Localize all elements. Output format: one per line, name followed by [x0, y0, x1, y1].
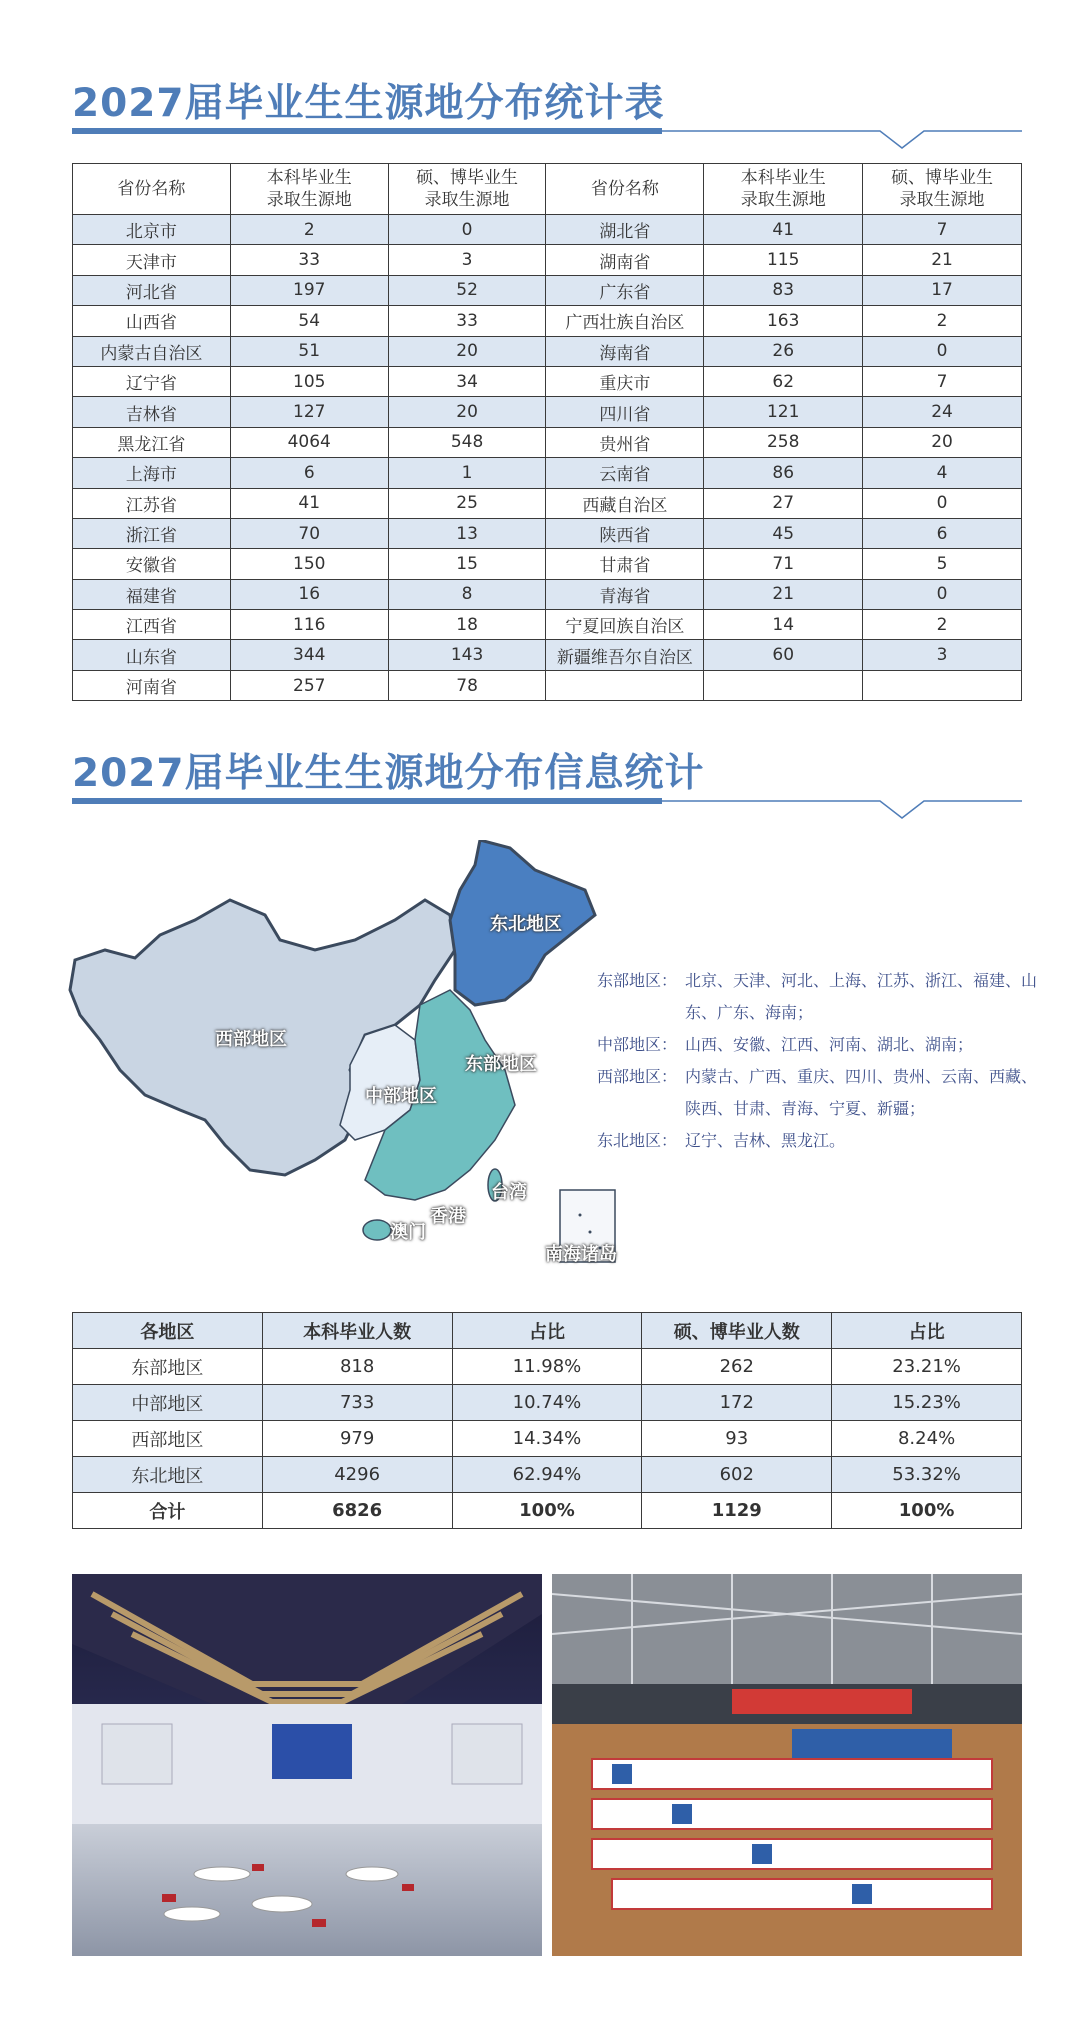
header-province-name: 省份名称 [73, 164, 231, 215]
summary-header-row [73, 1313, 1022, 1349]
table-cell: 41 [704, 215, 863, 245]
table-cell: 344 [230, 640, 388, 670]
summary-cell: 中部地区 [73, 1385, 263, 1421]
table-cell: 54 [230, 306, 388, 336]
map-label-macau: 澳门 [390, 1222, 426, 1243]
table-cell: 7 [863, 215, 1022, 245]
table-cell: 西藏自治区 [546, 488, 704, 518]
table-cell: 18 [388, 610, 546, 640]
summary-header-ratio: 占比 [452, 1313, 642, 1349]
province-table [72, 163, 1022, 701]
legend-value: 山西、安徽、江西、河南、湖北、湖南； [685, 1035, 974, 1054]
legend-key: 西部地区： [597, 1067, 678, 1086]
table-cell: 北京市 [73, 215, 231, 245]
table-cell [546, 670, 704, 700]
header-postgrad-2: 硕、博毕业生 录取生源地 [863, 164, 1022, 215]
summary-row [73, 1421, 1022, 1457]
table-cell: 8 [388, 579, 546, 609]
region-legend [597, 965, 1037, 1157]
table-cell: 105 [230, 366, 388, 396]
table-row [73, 275, 1022, 305]
table-cell: 197 [230, 275, 388, 305]
summary-header-postgrad: 硕、博毕业人数 [642, 1313, 832, 1349]
table-cell: 青海省 [546, 579, 704, 609]
table-cell: 2 [230, 215, 388, 245]
summary-cell: 262 [642, 1349, 832, 1385]
table-row [73, 366, 1022, 396]
summary-cell: 14.34% [452, 1421, 642, 1457]
table-cell: 贵州省 [546, 427, 704, 457]
summary-row [73, 1385, 1022, 1421]
table-cell: 湖北省 [546, 215, 704, 245]
table-cell: 3 [388, 245, 546, 275]
table-cell: 甘肃省 [546, 549, 704, 579]
summary-cell: 西部地区 [73, 1421, 263, 1457]
header-undergrad: 本科毕业生 录取生源地 [230, 164, 388, 215]
table-cell: 41 [230, 488, 388, 518]
table-row [73, 397, 1022, 427]
map-label-taiwan: 台湾 [491, 1182, 527, 1203]
table-cell: 16 [230, 579, 388, 609]
legend-row-northeast [597, 1125, 1037, 1157]
summary-total-cell: 合计 [73, 1493, 263, 1529]
table-cell: 黑龙江省 [73, 427, 231, 457]
table-cell: 116 [230, 610, 388, 640]
table-cell: 1 [388, 458, 546, 488]
table-row [73, 640, 1022, 670]
table-row [73, 427, 1022, 457]
table-row [73, 579, 1022, 609]
table-cell: 15 [388, 549, 546, 579]
header-undergrad-2: 本科毕业生 录取生源地 [704, 164, 863, 215]
summary-cell: 8.24% [832, 1421, 1022, 1457]
table-cell: 新疆维吾尔自治区 [546, 640, 704, 670]
map-label-east: 东部地区 [465, 1054, 537, 1075]
table-cell: 45 [704, 518, 863, 548]
table-row [73, 215, 1022, 245]
table-cell: 20 [863, 427, 1022, 457]
table-cell: 52 [388, 275, 546, 305]
table-cell: 115 [704, 245, 863, 275]
table-cell: 陕西省 [546, 518, 704, 548]
legend-key: 中部地区： [597, 1035, 678, 1054]
map-label-northeast: 东北地区 [490, 914, 562, 935]
legend-row-east [597, 965, 1037, 1029]
table-cell: 26 [704, 336, 863, 366]
table-cell: 浙江省 [73, 518, 231, 548]
table-cell: 13 [388, 518, 546, 548]
table-cell: 安徽省 [73, 549, 231, 579]
table-row [73, 610, 1022, 640]
table-cell: 0 [388, 215, 546, 245]
table-cell: 天津市 [73, 245, 231, 275]
table-row [73, 336, 1022, 366]
table-cell: 51 [230, 336, 388, 366]
table-cell: 14 [704, 610, 863, 640]
table-cell: 4064 [230, 427, 388, 457]
legend-key: 东部地区： [597, 971, 678, 990]
table-cell: 四川省 [546, 397, 704, 427]
table-cell: 257 [230, 670, 388, 700]
summary-cell: 93 [642, 1421, 832, 1457]
table-cell: 25 [388, 488, 546, 518]
table-cell: 70 [230, 518, 388, 548]
header-province-name-2: 省份名称 [546, 164, 704, 215]
china-region-map [65, 840, 625, 1280]
summary-cell: 东部地区 [73, 1349, 263, 1385]
table-cell [863, 670, 1022, 700]
summary-total-cell: 6826 [262, 1493, 452, 1529]
table-cell: 60 [704, 640, 863, 670]
table-cell: 27 [704, 488, 863, 518]
table-cell: 福建省 [73, 579, 231, 609]
table-cell: 3 [863, 640, 1022, 670]
table-cell: 258 [704, 427, 863, 457]
region-summary-table [72, 1312, 1022, 1529]
table-cell [704, 670, 863, 700]
table-cell: 24 [863, 397, 1022, 427]
summary-header-ratio-2: 占比 [832, 1313, 1022, 1349]
legend-value: 辽宁、吉林、黑龙江。 [685, 1131, 846, 1150]
summary-cell: 979 [262, 1421, 452, 1457]
table-cell: 江西省 [73, 610, 231, 640]
table-cell: 20 [388, 397, 546, 427]
legend-row-west [597, 1061, 1037, 1125]
table-cell: 34 [388, 366, 546, 396]
table-cell: 0 [863, 488, 1022, 518]
map-graphic [65, 840, 625, 1280]
table-cell: 辽宁省 [73, 366, 231, 396]
summary-cell: 10.74% [452, 1385, 642, 1421]
table-cell: 2 [863, 306, 1022, 336]
section1-title: 2027届毕业生生源地分布统计表 [72, 81, 665, 126]
table-row [73, 488, 1022, 518]
table-cell: 2 [863, 610, 1022, 640]
legend-key: 东北地区： [597, 1131, 678, 1150]
legend-value: 内蒙古、广西、重庆、四川、贵州、云南、西藏、陕西、甘肃、青海、宁夏、新疆； [685, 1067, 1038, 1118]
summary-cell: 53.32% [832, 1457, 1022, 1493]
table-cell: 重庆市 [546, 366, 704, 396]
table-cell: 0 [863, 579, 1022, 609]
header-postgrad: 硕、博毕业生 录取生源地 [388, 164, 546, 215]
title-divider [72, 118, 1022, 138]
table-cell: 121 [704, 397, 863, 427]
summary-cell: 602 [642, 1457, 832, 1493]
table-row [73, 306, 1022, 336]
table-cell: 163 [704, 306, 863, 336]
summary-header-region: 各地区 [73, 1313, 263, 1349]
table-cell: 6 [230, 458, 388, 488]
table-cell: 33 [388, 306, 546, 336]
summary-cell: 15.23% [832, 1385, 1022, 1421]
table-cell: 云南省 [546, 458, 704, 488]
table-cell: 86 [704, 458, 863, 488]
map-label-central: 中部地区 [365, 1086, 437, 1107]
table-cell: 143 [388, 640, 546, 670]
table-cell: 上海市 [73, 458, 231, 488]
table-cell: 78 [388, 670, 546, 700]
summary-total-cell: 100% [452, 1493, 642, 1529]
table-cell: 17 [863, 275, 1022, 305]
summary-total-cell: 100% [832, 1493, 1022, 1529]
summary-total-cell: 1129 [642, 1493, 832, 1529]
table-row [73, 549, 1022, 579]
map-label-hongkong: 香港 [430, 1206, 466, 1227]
table-cell: 湖南省 [546, 245, 704, 275]
legend-row-central [597, 1029, 1037, 1061]
table-cell: 7 [863, 366, 1022, 396]
summary-cell: 4296 [262, 1457, 452, 1493]
summary-header-undergrad: 本科毕业人数 [262, 1313, 452, 1349]
table-cell: 127 [230, 397, 388, 427]
title-divider-2 [72, 788, 1022, 808]
table-cell: 河南省 [73, 670, 231, 700]
table-cell: 内蒙古自治区 [73, 336, 231, 366]
province-table-header [73, 164, 1022, 215]
summary-cell: 11.98% [452, 1349, 642, 1385]
table-cell: 548 [388, 427, 546, 457]
summary-cell: 62.94% [452, 1457, 642, 1493]
table-row [73, 245, 1022, 275]
summary-cell: 东北地区 [73, 1457, 263, 1493]
table-cell: 广西壮族自治区 [546, 306, 704, 336]
table-row [73, 518, 1022, 548]
table-cell: 江苏省 [73, 488, 231, 518]
table-cell: 83 [704, 275, 863, 305]
table-cell: 山东省 [73, 640, 231, 670]
table-cell: 33 [230, 245, 388, 275]
summary-cell: 23.21% [832, 1349, 1022, 1385]
summary-cell: 733 [262, 1385, 452, 1421]
summary-row [73, 1457, 1022, 1493]
table-cell: 5 [863, 549, 1022, 579]
lounge-photo [72, 1574, 542, 1956]
table-cell: 4 [863, 458, 1022, 488]
summary-total-row [73, 1493, 1022, 1529]
table-cell: 62 [704, 366, 863, 396]
table-cell: 21 [863, 245, 1022, 275]
job-fair-photo [552, 1574, 1022, 1956]
table-cell: 150 [230, 549, 388, 579]
table-cell: 山西省 [73, 306, 231, 336]
table-cell: 71 [704, 549, 863, 579]
legend-value: 北京、天津、河北、上海、江苏、浙江、福建、山东、广东、海南； [685, 971, 1038, 1022]
map-label-south-sea: 南海诸岛 [545, 1244, 617, 1265]
table-cell: 河北省 [73, 275, 231, 305]
table-cell: 广东省 [546, 275, 704, 305]
table-row [73, 670, 1022, 700]
table-cell: 海南省 [546, 336, 704, 366]
table-cell: 21 [704, 579, 863, 609]
table-row [73, 458, 1022, 488]
summary-row [73, 1349, 1022, 1385]
table-cell: 吉林省 [73, 397, 231, 427]
summary-cell: 172 [642, 1385, 832, 1421]
table-cell: 0 [863, 336, 1022, 366]
section2-title: 2027届毕业生生源地分布信息统计 [72, 751, 705, 796]
table-cell: 6 [863, 518, 1022, 548]
table-cell: 宁夏回族自治区 [546, 610, 704, 640]
map-label-west: 西部地区 [215, 1029, 287, 1050]
table-cell: 20 [388, 336, 546, 366]
summary-cell: 818 [262, 1349, 452, 1385]
